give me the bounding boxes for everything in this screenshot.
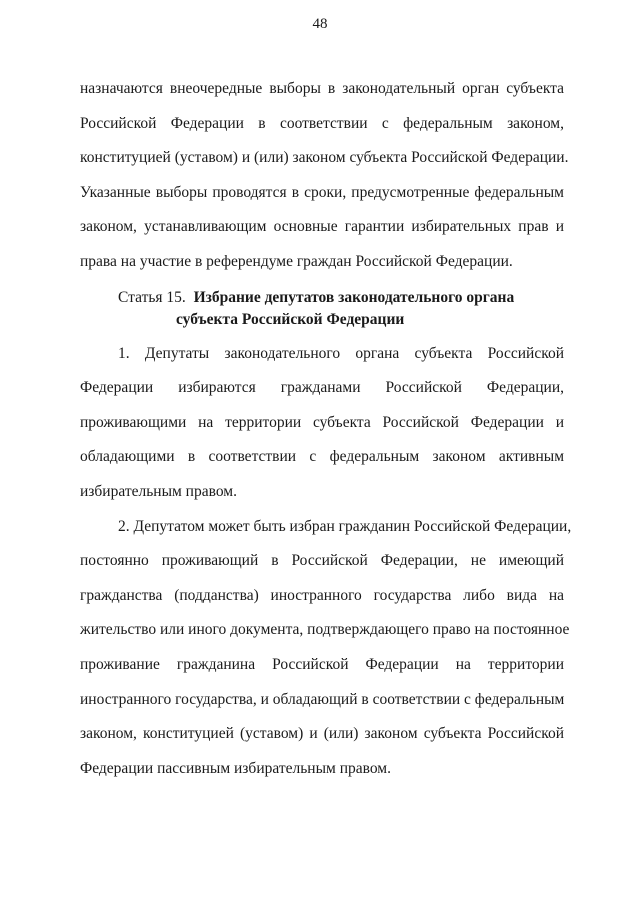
text-line: жительство или иного документа, подтверждающего право на постоянное	[80, 621, 570, 639]
intro-paragraph	[80, 72, 569, 280]
text-line: Российской Федерации в соответствии с федеральным законом,	[80, 114, 564, 132]
text-line: 1. Депутаты законодательного органа субъекта Российской	[118, 344, 564, 362]
document-body	[80, 72, 572, 786]
page-number: 48	[312, 16, 328, 32]
text-line: гражданства (подданства) иностранного государства либо вида на	[80, 586, 564, 604]
text-line: Федерации избираются гражданами Российской Федерации,	[80, 379, 564, 397]
text-line: законом, устанавливающим основные гарантии избирательных прав и	[80, 218, 564, 236]
text-line: 2. Депутатом может быть избран гражданин Российской Федерации,	[118, 517, 572, 535]
article-label: Статья 15.	[118, 288, 186, 306]
text-line: права на участие в референдуме граждан Российской Федерации.	[80, 252, 513, 270]
text-line: постоянно проживающий в Российской Федерации, не имеющий	[80, 552, 564, 570]
clause-1	[80, 337, 564, 510]
text-line: иностранного государства, и обладающий в соответствии с федеральным	[80, 690, 565, 708]
text-line: проживающими на территории субъекта Российской Федерации и	[80, 413, 564, 431]
text-line: назначаются внеочередные выборы в законодательный орган субъекта	[80, 80, 564, 97]
article-heading	[80, 287, 564, 331]
text-line: конституцией (уставом) и (или) законом субъекта Российской Федерации.	[80, 149, 569, 167]
text-line: обладающими в соответствии с федеральным законом активным	[80, 448, 564, 466]
clause-2	[80, 510, 572, 787]
article-title-line1: Избрание депутатов законодательного органа	[193, 288, 515, 306]
text-line: Федерации пассивным избирательным правом.	[80, 759, 391, 777]
text-line: законом, конституцией (уставом) и (или) законом субъекта Российской	[80, 725, 564, 743]
article-title-line2: субъекта Российской Федерации	[176, 310, 405, 328]
text-line: проживание гражданина Российской Федерации на территории	[80, 655, 564, 673]
text-line: избирательным правом.	[80, 482, 237, 500]
text-line: Указанные выборы проводятся в сроки, предусмотренные федеральным	[80, 183, 564, 201]
